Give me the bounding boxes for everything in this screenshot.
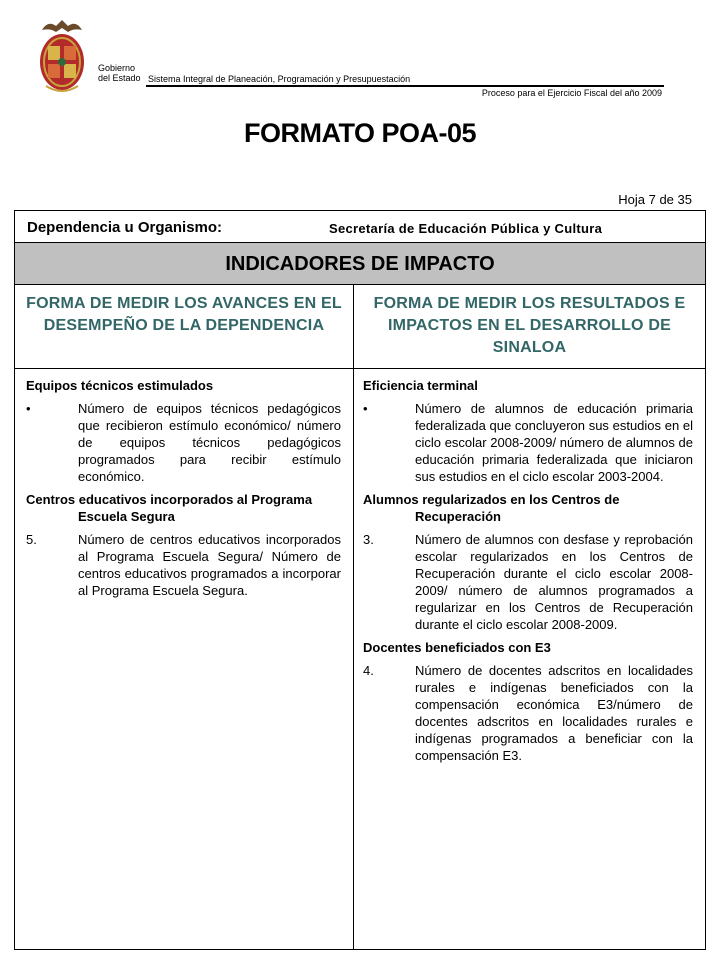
indicator-text: Número de docentes adscritos en localidades rurales e indígenas beneficiados con la compensación económica E3/número de docentes adscritos en localidades rurales e indígenas programados a beneficiar con la compensación E3. — [415, 663, 693, 763]
page-number: Hoja 7 de 35 — [618, 192, 692, 207]
system-name: Sistema Integral de Planeación, Programación y Presupuestación — [148, 74, 411, 84]
indicator-group-title: Docentes beneficiados con E3 — [363, 640, 551, 655]
indicator-text: Número de equipos técnicos pedagógicos que recibieron estímulo económico/ número de equipos técnicos pedagógicos programados para recibir estímulo económico. — [78, 401, 341, 484]
indicator-text: Número de alumnos con desfase y reprobación escolar regularizados en los Centros de Recuperación durante el ciclo escolar 2008-2009/ número de alumnos programados a regularizar en los Centros de Recuperación durante el ciclo escolar 2008-2009. — [415, 532, 693, 632]
right-column-body — [354, 369, 705, 949]
indicator-text: Número de alumnos de educación primaria federalizada que concluyeron sus estudios en el ciclo escolar 2008-2009/ número de alumnos de educación primaria federalizada que iniciaron sus estudios en el ciclo escolar 2003-2004. — [415, 401, 693, 484]
section-title: INDICADORES DE IMPACTO — [15, 243, 705, 285]
number-marker: 3. — [363, 532, 374, 547]
indicator-item — [26, 531, 341, 599]
header-divider — [146, 85, 664, 87]
indicators-table — [14, 210, 706, 950]
left-column-header: FORMA DE MEDIR LOS AVANCES EN EL DESEMPEÑO DE LA DEPENDENCIA — [15, 285, 354, 369]
indicator-text: Número de centros educativos incorporados al Programa Escuela Segura/ Número de centros educativos programados a incorporar al Programa Escuela Segura. — [78, 532, 341, 598]
indicator-item — [26, 400, 341, 485]
dependency-value: Secretaría de Educación Pública y Cultura — [329, 221, 603, 236]
fiscal-process-label: Proceso para el Ejercicio Fiscal del año 2009 — [481, 88, 662, 98]
bullet-marker: • — [26, 401, 31, 416]
number-marker: 5. — [26, 532, 37, 547]
right-column-header: FORMA DE MEDIR LOS RESULTADOS E IMPACTOS EN EL DESARROLLO DE SINALOA — [354, 285, 705, 369]
indicator-item — [363, 400, 693, 485]
number-marker: 4. — [363, 663, 374, 678]
page-title: FORMATO POA-05 — [243, 118, 477, 148]
dependency-row — [15, 211, 705, 243]
indicator-group-title: Alumnos regularizados en los Centros de Recuperación — [363, 492, 620, 524]
bullet-marker: • — [363, 401, 368, 416]
government-line-2: del Estado — [98, 73, 141, 83]
document-header — [0, 0, 720, 110]
state-coat-of-arms-icon — [34, 16, 90, 96]
indicator-group-title: Eficiencia terminal — [363, 378, 478, 393]
indicator-group-title: Equipos técnicos estimulados — [26, 378, 214, 393]
government-label — [98, 63, 141, 83]
indicator-item — [363, 531, 693, 633]
dependency-label: Dependencia u Organismo: — [27, 219, 223, 236]
indicator-item — [363, 662, 693, 764]
indicator-group-title: Centros educativos incorporados al Programa Escuela Segura — [26, 492, 313, 524]
government-line-1: Gobierno — [98, 63, 136, 73]
left-column-body — [15, 369, 354, 949]
